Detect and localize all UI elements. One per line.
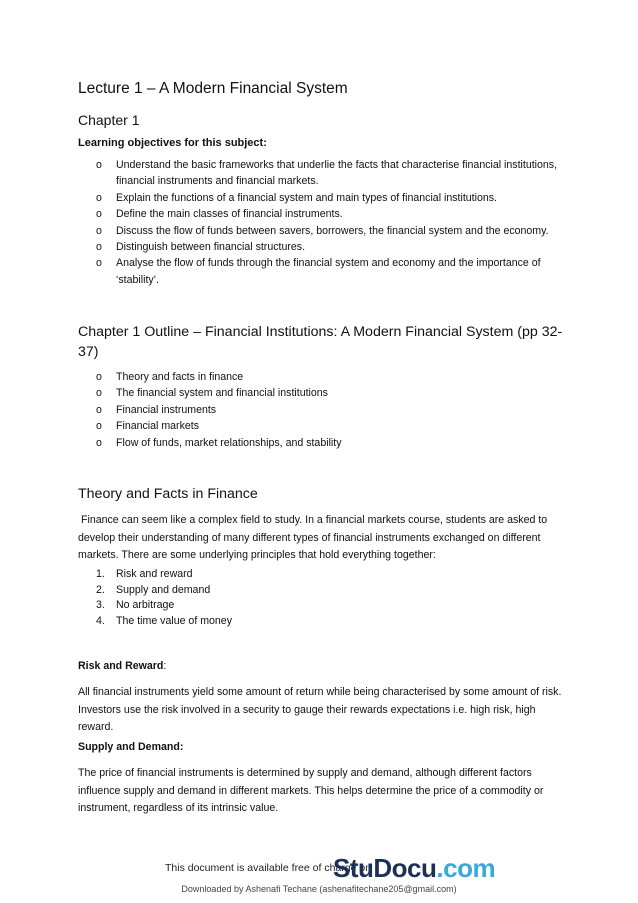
bullet-icon: o [96,403,102,416]
list-item: o Flow of funds, market relationships, and stability [96,435,576,451]
studocu-logo[interactable]: StuDocu.com [333,853,496,883]
bullet-icon: o [96,241,102,254]
lecture-title: Lecture 1 – A Modern Financial System [78,80,348,97]
bullet-icon: o [96,387,102,400]
bullet-icon: o [96,371,102,383]
bullet-icon: o [96,224,102,237]
footer-available-text: This document is available free of charge on [165,862,372,874]
list-item: o Financial markets [96,418,576,434]
list-item: o Theory and facts in finance [96,369,576,385]
outline-heading: Chapter 1 Outline – Financial Institutions: A Modern Financial System (pp 32-37) [78,324,563,360]
objectives-heading: Learning objectives for this subject: [78,137,267,149]
list-item: 1. Risk and reward [96,568,193,580]
list-item: o The financial system and financial institutions [96,385,576,401]
bullet-icon: o [96,257,102,270]
objectives-list [96,157,576,288]
list-item: o Distinguish between financial structures. [96,239,576,255]
theory-paragraph: Finance can seem like a complex field to study. In a financial markets course, students are asked to develop their understanding of many different types of financial instruments exchanged on different markets. There are some underlying principles that hold everything together: [78,514,548,561]
list-item: o Understand the basic frameworks that underlie the facts that characterise financial institutions, financial instruments and financial markets. [96,159,558,188]
bullet-icon: o [96,436,102,449]
list-item: o Explain the functions of a financial system and main types of financial institutions. [96,190,576,206]
theory-heading: Theory and Facts in Finance [78,486,258,502]
bullet-icon: o [96,208,102,221]
bullet-icon: o [96,159,102,171]
chapter-heading: Chapter 1 [78,112,140,128]
list-item: 2. Supply and demand [96,583,211,596]
risk-paragraph: All financial instruments yield some amount of return while being characterised by some amount of risk. Investors use the risk involved in a security to gauge their rewards expectations i.e. high risk, high reward. [78,686,562,733]
supply-paragraph: The price of financial instruments is determined by supply and demand, although different factors influence supply and demand in different markets. This helps determine the price of a commodity or instrument, regardless of its intrinsic value. [78,767,544,814]
outline-list [96,369,576,451]
bullet-icon: o [96,191,102,204]
list-item: o Discuss the flow of funds between savers, borrowers, the financial system and the economy. [96,223,576,239]
list-item: o Analyse the flow of funds through the financial system and economy and the importance of ‘stability’. [96,257,541,286]
download-attribution: Downloaded by Ashenafi Techane (ashenafitechane205@gmail.com) [181,884,457,894]
list-item: o Financial instruments [96,402,576,418]
list-item: 3. No arbitrage [96,599,175,612]
list-item: 4. The time value of money [96,614,232,627]
bullet-icon: o [96,420,102,433]
list-item: o Define the main classes of financial instruments. [96,206,576,222]
risk-heading: Risk and Reward: [78,660,167,672]
principles-list [96,567,232,629]
supply-heading: Supply and Demand: [78,741,184,753]
